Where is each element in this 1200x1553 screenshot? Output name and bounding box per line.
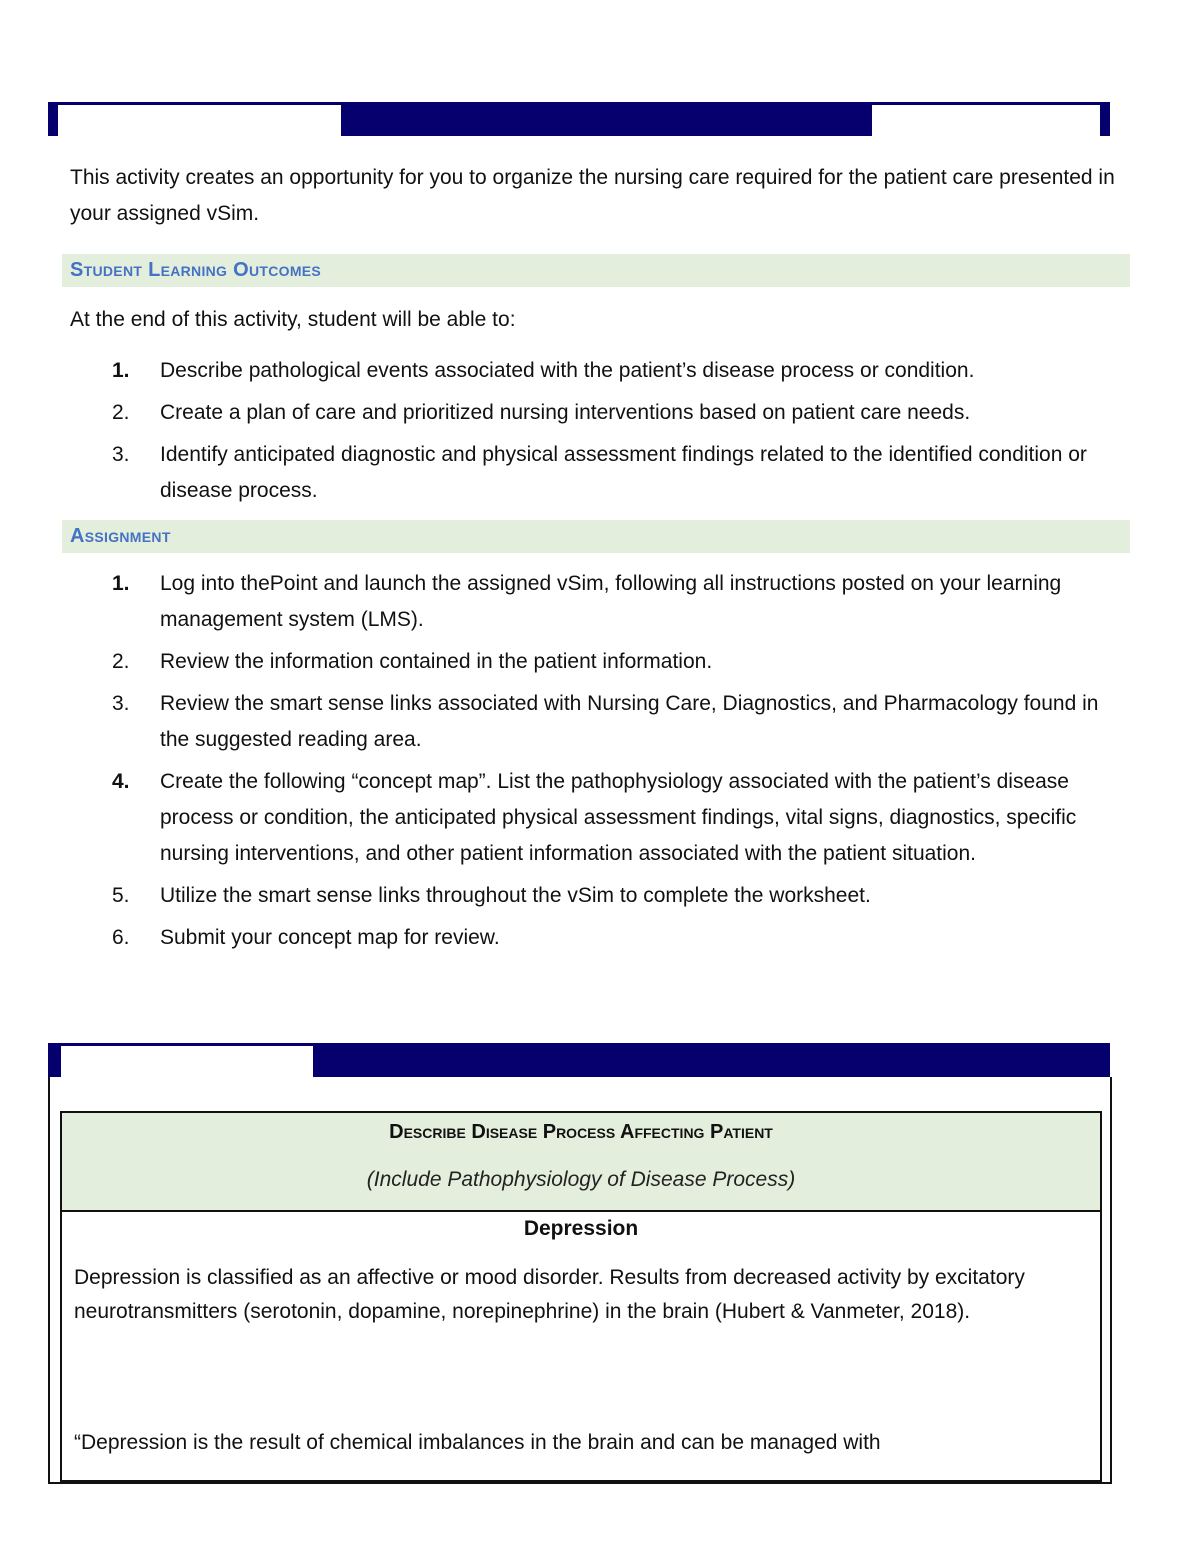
list-item: 2. Review the information contained in the patient information. xyxy=(112,650,713,673)
outcomes-section-band xyxy=(62,254,1130,287)
disease-process-box xyxy=(60,1111,1102,1482)
disease-process-heading: Describe Disease Process Affecting Patient xyxy=(389,1121,773,1143)
list-item: 3. Review the smart sense links associated with Nursing Care, Diagnostics, and Pharmacology found in the suggested reading area. xyxy=(112,692,1099,751)
header-title-block xyxy=(341,102,872,136)
disease-title: Depression xyxy=(523,1217,639,1240)
assignment-section-band xyxy=(62,520,1130,553)
list-item: 1. Describe pathological events associated with the patient’s disease process or condition. xyxy=(112,359,975,382)
list-item: 6. Submit your concept map for review. xyxy=(112,926,500,949)
outcomes-list xyxy=(70,353,1130,515)
list-item: 1. Log into thePoint and launch the assigned vSim, following all instructions posted on your learning management system (LMS). xyxy=(112,572,1062,631)
header-tab xyxy=(61,1046,313,1077)
disease-process-subheading: (Include Pathophysiology of Disease Process) xyxy=(366,1168,796,1191)
list-item: 2. Create a plan of care and prioritized nursing interventions based on patient care needs. xyxy=(112,401,971,424)
disease-process-header xyxy=(62,1113,1100,1212)
header-left-cap xyxy=(48,102,58,136)
intro-paragraph: This activity creates an opportunity for you to organize the nursing care required for the patient care presented in your assigned vSim. xyxy=(70,166,1115,225)
outcomes-lead: At the end of this activity, student will be able to: xyxy=(70,308,516,331)
assignment-list xyxy=(70,566,1130,962)
list-item: 5. Utilize the smart sense links throughout the vSim to complete the worksheet. xyxy=(112,884,871,907)
header-right-cap xyxy=(1100,102,1110,136)
list-item: 4. Create the following “concept map”. List the pathophysiology associated with the patient’s disease process or condition, the anticipated physical assessment findings, vital signs, diagnostics, specific nursing interventions, and other patient information associated with the patient situation. xyxy=(112,770,1077,865)
list-item: 3. Identify anticipated diagnostic and physical assessment findings related to the identified condition or disease process. xyxy=(112,443,1087,502)
outcomes-section-title: Student Learning Outcomes xyxy=(70,259,322,281)
disease-paragraph-2: “Depression is the result of chemical imbalances in the brain and can be managed with xyxy=(74,1431,881,1454)
top-header-bar xyxy=(48,102,1110,136)
assignment-section-title: Assignment xyxy=(70,525,171,547)
disease-paragraph-1: Depression is classified as an affective or mood disorder. Results from decreased activity by excitatory neurotransmitters (serotonin, dopamine, norepinephrine) in the brain (Hubert & Vanmeter, 2018). xyxy=(74,1266,1025,1323)
concept-map-header-bar xyxy=(48,1043,1110,1077)
